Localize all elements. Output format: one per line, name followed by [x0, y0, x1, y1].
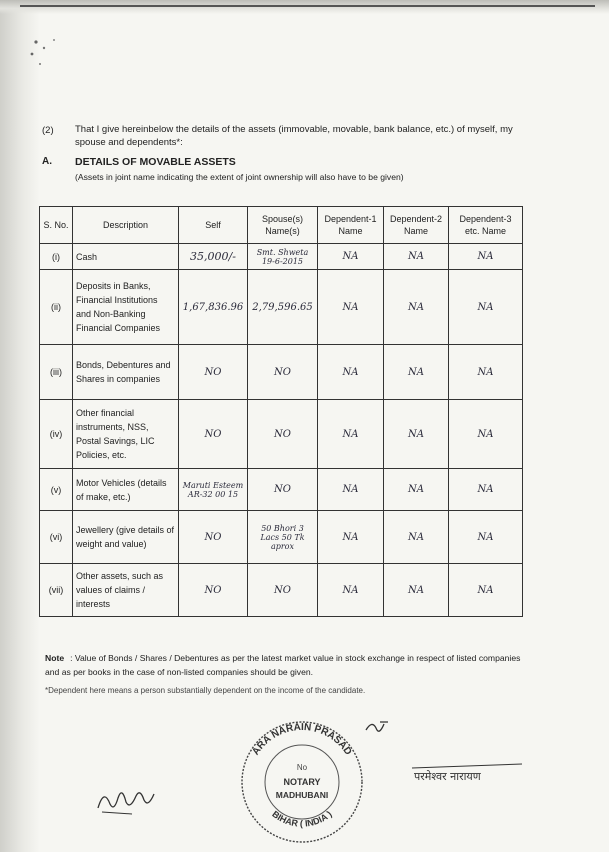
table-row — [40, 345, 523, 400]
row-spouse: NO — [248, 469, 318, 511]
section-label: A. — [42, 156, 52, 167]
top-rule — [20, 5, 595, 7]
row-self: 1,67,836.96 — [179, 270, 248, 345]
row-dependent-3: NA — [449, 511, 523, 564]
scan-speckles — [24, 30, 84, 80]
row-description: Bonds, Debentures and Shares in companies — [73, 345, 179, 400]
table-row — [40, 564, 523, 617]
row-dependent-3: NA — [449, 270, 523, 345]
row-sno: (vii) — [40, 564, 73, 617]
paragraph-number: (2) — [42, 125, 54, 136]
signature-left — [92, 778, 172, 818]
table-row — [40, 244, 523, 270]
row-sno: (iv) — [40, 400, 73, 469]
row-dependent-1: NA — [318, 564, 384, 617]
row-dependent-2: NA — [384, 400, 449, 469]
row-dependent-2: NA — [384, 564, 449, 617]
row-dependent-3: NA — [449, 345, 523, 400]
row-spouse: 50 Bhori 3 Lacs 50 Tk aprox — [248, 511, 318, 564]
row-dependent-1: NA — [318, 469, 384, 511]
svg-text:BIHAR ( INDIA ) — [270, 809, 333, 829]
row-description: Motor Vehicles (details of make, etc.) — [73, 469, 179, 511]
row-dependent-2: NA — [384, 345, 449, 400]
row-spouse: 2,79,596.65 — [248, 270, 318, 345]
row-self: NO — [179, 400, 248, 469]
row-self: NO — [179, 345, 248, 400]
row-self: Maruti Esteem AR-32 00 15 — [179, 469, 248, 511]
note — [45, 651, 525, 679]
row-spouse: NO — [248, 345, 318, 400]
note-text: : Value of Bonds / Shares / Debentures as per the latest market value in stock exchange in respect of listed companies and as per books in the case of non-listed companies should be given. — [45, 653, 521, 677]
scan-edge-left — [0, 0, 40, 852]
row-dependent-3: NA — [449, 469, 523, 511]
row-dependent-1: NA — [318, 244, 384, 270]
row-dependent-1: NA — [318, 400, 384, 469]
svg-text:ARA NARAIN PRASAD — [250, 722, 353, 757]
seal-line-1: NOTARY — [283, 777, 321, 787]
row-dependent-2: NA — [384, 469, 449, 511]
row-dependent-3: NA — [449, 244, 523, 270]
section-note: (Assets in joint name indicating the extent of joint ownership will also have to be given) — [75, 172, 404, 182]
table-row — [40, 511, 523, 564]
header-sno: S. No. — [40, 207, 73, 244]
row-dependent-2: NA — [384, 511, 449, 564]
notary-seal — [228, 712, 376, 844]
row-sno: (v) — [40, 469, 73, 511]
row-dependent-1: NA — [318, 511, 384, 564]
row-dependent-3: NA — [449, 400, 523, 469]
row-self: NO — [179, 511, 248, 564]
signature-right-text: परमेश्वर नारायण — [414, 770, 481, 783]
header-spouse: Spouse(s) Name(s) — [248, 207, 318, 244]
note-label: Note — [45, 653, 65, 663]
row-dependent-2: NA — [384, 244, 449, 270]
table-row — [40, 400, 523, 469]
row-sno: (vi) — [40, 511, 73, 564]
row-self: NO — [179, 564, 248, 617]
seal-line-2: MADHUBANI — [275, 790, 329, 800]
row-self: 35,000/- — [179, 244, 248, 270]
row-description: Cash — [73, 244, 179, 270]
scan-edge-top — [0, 0, 609, 14]
row-dependent-1: NA — [318, 345, 384, 400]
row-sno: (iii) — [40, 345, 73, 400]
paragraph-text: That I give hereinbelow the details of the assets (immovable, movable, bank balance, etc.) of myself, my spouse and dependents*: — [75, 124, 513, 148]
row-description: Other assets, such as values of claims / interests — [73, 564, 179, 617]
row-dependent-2: NA — [384, 270, 449, 345]
section-title: DETAILS OF MOVABLE ASSETS — [75, 156, 236, 168]
table-row — [40, 270, 523, 345]
signature-right — [410, 750, 525, 795]
header-dependent-3: Dependent-3 etc. Name — [449, 207, 523, 244]
seal-number: No — [296, 763, 308, 772]
header-dependent-2: Dependent-2 Name — [384, 207, 449, 244]
seal-top-text: ARA NARAIN PRASAD — [250, 721, 354, 758]
row-dependent-1: NA — [318, 270, 384, 345]
table-row — [40, 469, 523, 511]
header-self: Self — [179, 207, 248, 244]
row-sno: (i) — [40, 244, 73, 270]
header-dependent-1: Dependent-1 Name — [318, 207, 384, 244]
movable-assets-table — [39, 206, 523, 617]
row-dependent-3: NA — [449, 564, 523, 617]
row-spouse: Smt. Shweta 19-6-2015 — [248, 244, 318, 270]
seal-bottom-text: BIHAR ( INDIA ) — [270, 808, 334, 829]
footnote: *Dependent here means a person substantially dependent on the income of the candidate. — [45, 686, 366, 695]
row-spouse: NO — [248, 564, 318, 617]
row-description: Jewellery (give details of weight and value) — [73, 511, 179, 564]
table-header-row — [40, 207, 523, 244]
row-sno: (ii) — [40, 270, 73, 345]
header-description: Description — [73, 207, 179, 244]
row-spouse: NO — [248, 400, 318, 469]
row-description: Other financial instruments, NSS, Postal Savings, LIC Policies, etc. — [73, 400, 179, 469]
row-description: Deposits in Banks, Financial Institutions and Non-Banking Financial Companies — [73, 270, 179, 345]
